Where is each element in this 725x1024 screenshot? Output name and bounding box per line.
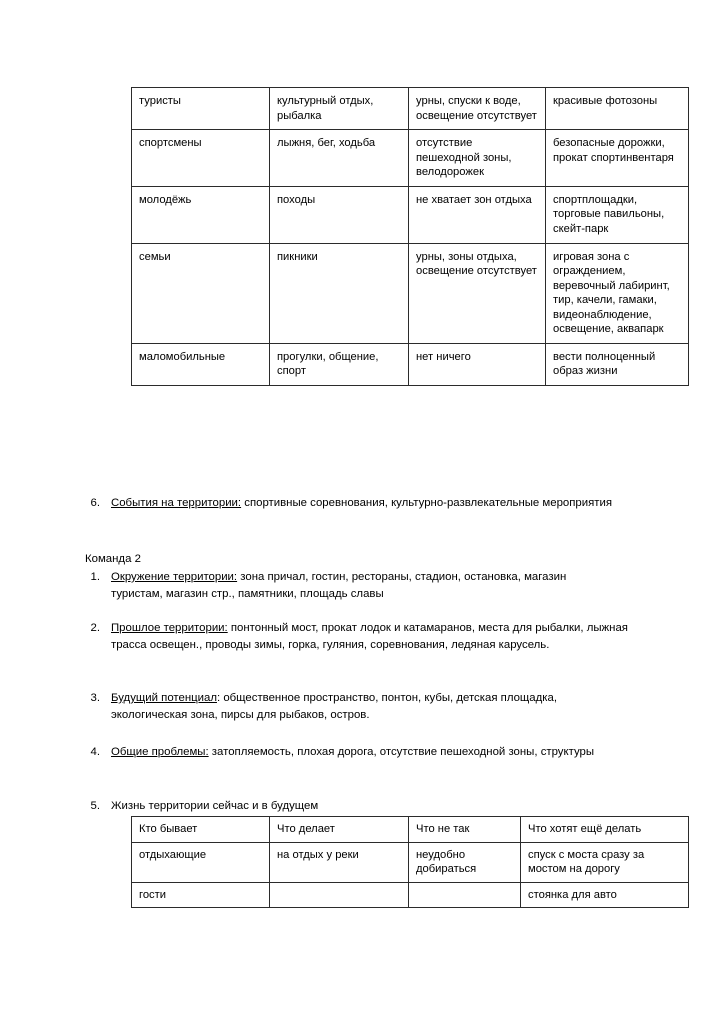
cell-does: прогулки, общение, спорт [270, 343, 409, 385]
cell-problem: неудобно добираться [409, 842, 521, 882]
list-item-text [111, 569, 615, 602]
cell-who: отдыхающие [132, 842, 270, 882]
list-item-body: зона причал, гостин, рестораны, стадион, остановка, магазин туристам, магазин стр., памятники, площадь славы [111, 571, 567, 600]
list-item-2 [85, 620, 635, 653]
cell-wants: стоянка для авто [521, 882, 689, 908]
team-2-heading: Команда 2 [85, 553, 141, 565]
cell-does: культурный отдых, рыбалка [270, 88, 409, 130]
table-row [132, 88, 689, 130]
column-header-wants: Что хотят ещё делать [521, 817, 689, 843]
cell-does: походы [270, 186, 409, 243]
list-item-label: Будущий потенциал [111, 692, 217, 704]
list-item-body: Жизнь территории сейчас и в будущем [111, 800, 319, 812]
table-row [132, 343, 689, 385]
cell-problem: не хватает зон отдыха [409, 186, 546, 243]
list-item-body: : общественное пространство, понтон, кубы, детская площадка, экологическая зона, пирсы для рыбаков, остров. [111, 692, 558, 721]
list-item-text [111, 690, 610, 723]
table-header-row [132, 817, 689, 843]
cell-who: семьи [132, 243, 270, 343]
cell-who: туристы [132, 88, 270, 130]
cell-wants: спортплощадки, торговые павильоны, скейт-парк [546, 186, 689, 243]
list-item-3 [85, 690, 610, 723]
cell-does [270, 882, 409, 908]
list-item-6 [85, 495, 641, 512]
list-item-4 [85, 744, 641, 761]
list-item-label: Окружение территории: [111, 571, 238, 583]
list-item-text [111, 744, 641, 761]
cell-wants: красивые фотозоны [546, 88, 689, 130]
list-item-1 [85, 569, 615, 602]
list-item-label: Общие проблемы: [111, 746, 209, 758]
column-header-problem: Что не так [409, 817, 521, 843]
list-item-body: спортивные соревнования, культурно-развлекательные мероприятия [241, 497, 613, 509]
cell-does: лыжня, бег, ходьба [270, 130, 409, 187]
table-row [132, 186, 689, 243]
cell-problem: отсутствие пешеходной зоны, велодорожек [409, 130, 546, 187]
cell-who: маломобильные [132, 343, 270, 385]
cell-wants: спуск с моста сразу за мостом на дорогу [521, 842, 689, 882]
cell-problem: урны, зоны отдыха, освещение отсутствует [409, 243, 546, 343]
cell-wants: вести полноценный образ жизни [546, 343, 689, 385]
cell-who: спортсмены [132, 130, 270, 187]
cell-does: на отдых у реки [270, 842, 409, 882]
list-item-body: затопляемость, плохая дорога, отсутствие пешеходной зоны, структуры [208, 746, 595, 758]
list-item-text [111, 620, 635, 653]
cell-who: гости [132, 882, 270, 908]
cell-problem [409, 882, 521, 908]
list-item-number: 1. [90, 571, 100, 583]
audiences-table [131, 87, 689, 386]
list-item-number: 3. [90, 692, 100, 704]
table-row [132, 243, 689, 343]
list-item-label: Прошлое территории: [111, 622, 228, 634]
column-header-does: Что делает [270, 817, 409, 843]
list-item-text [111, 798, 605, 815]
life-of-territory-table [131, 816, 689, 908]
column-header-who: Кто бывает [132, 817, 270, 843]
table-row [132, 130, 689, 187]
list-item-number: 2. [90, 622, 100, 634]
cell-wants: игровая зона с ограждением, веревочный лабиринт, тир, качели, гамаки, видеонаблюдение, освещение, аквапарк [546, 243, 689, 343]
table-row [132, 842, 689, 882]
list-item-label: События на территории: [111, 497, 242, 509]
list-item-text [111, 495, 641, 512]
cell-does: пикники [270, 243, 409, 343]
list-item-5 [85, 798, 605, 815]
list-item-body: понтонный мост, прокат лодок и катамаранов, места для рыбалки, лыжная трасса освещен., проводы зимы, горка, гуляния, соревнования, ледяная карусель. [111, 622, 628, 651]
list-item-number: 6. [90, 497, 100, 509]
cell-wants: безопасные дорожки, прокат спортинвентаря [546, 130, 689, 187]
list-item-number: 5. [90, 800, 100, 812]
list-item-number: 4. [90, 746, 100, 758]
cell-problem: нет ничего [409, 343, 546, 385]
cell-who: молодёжь [132, 186, 270, 243]
table-row [132, 882, 689, 908]
cell-problem: урны, спуски к воде, освещение отсутствует [409, 88, 546, 130]
